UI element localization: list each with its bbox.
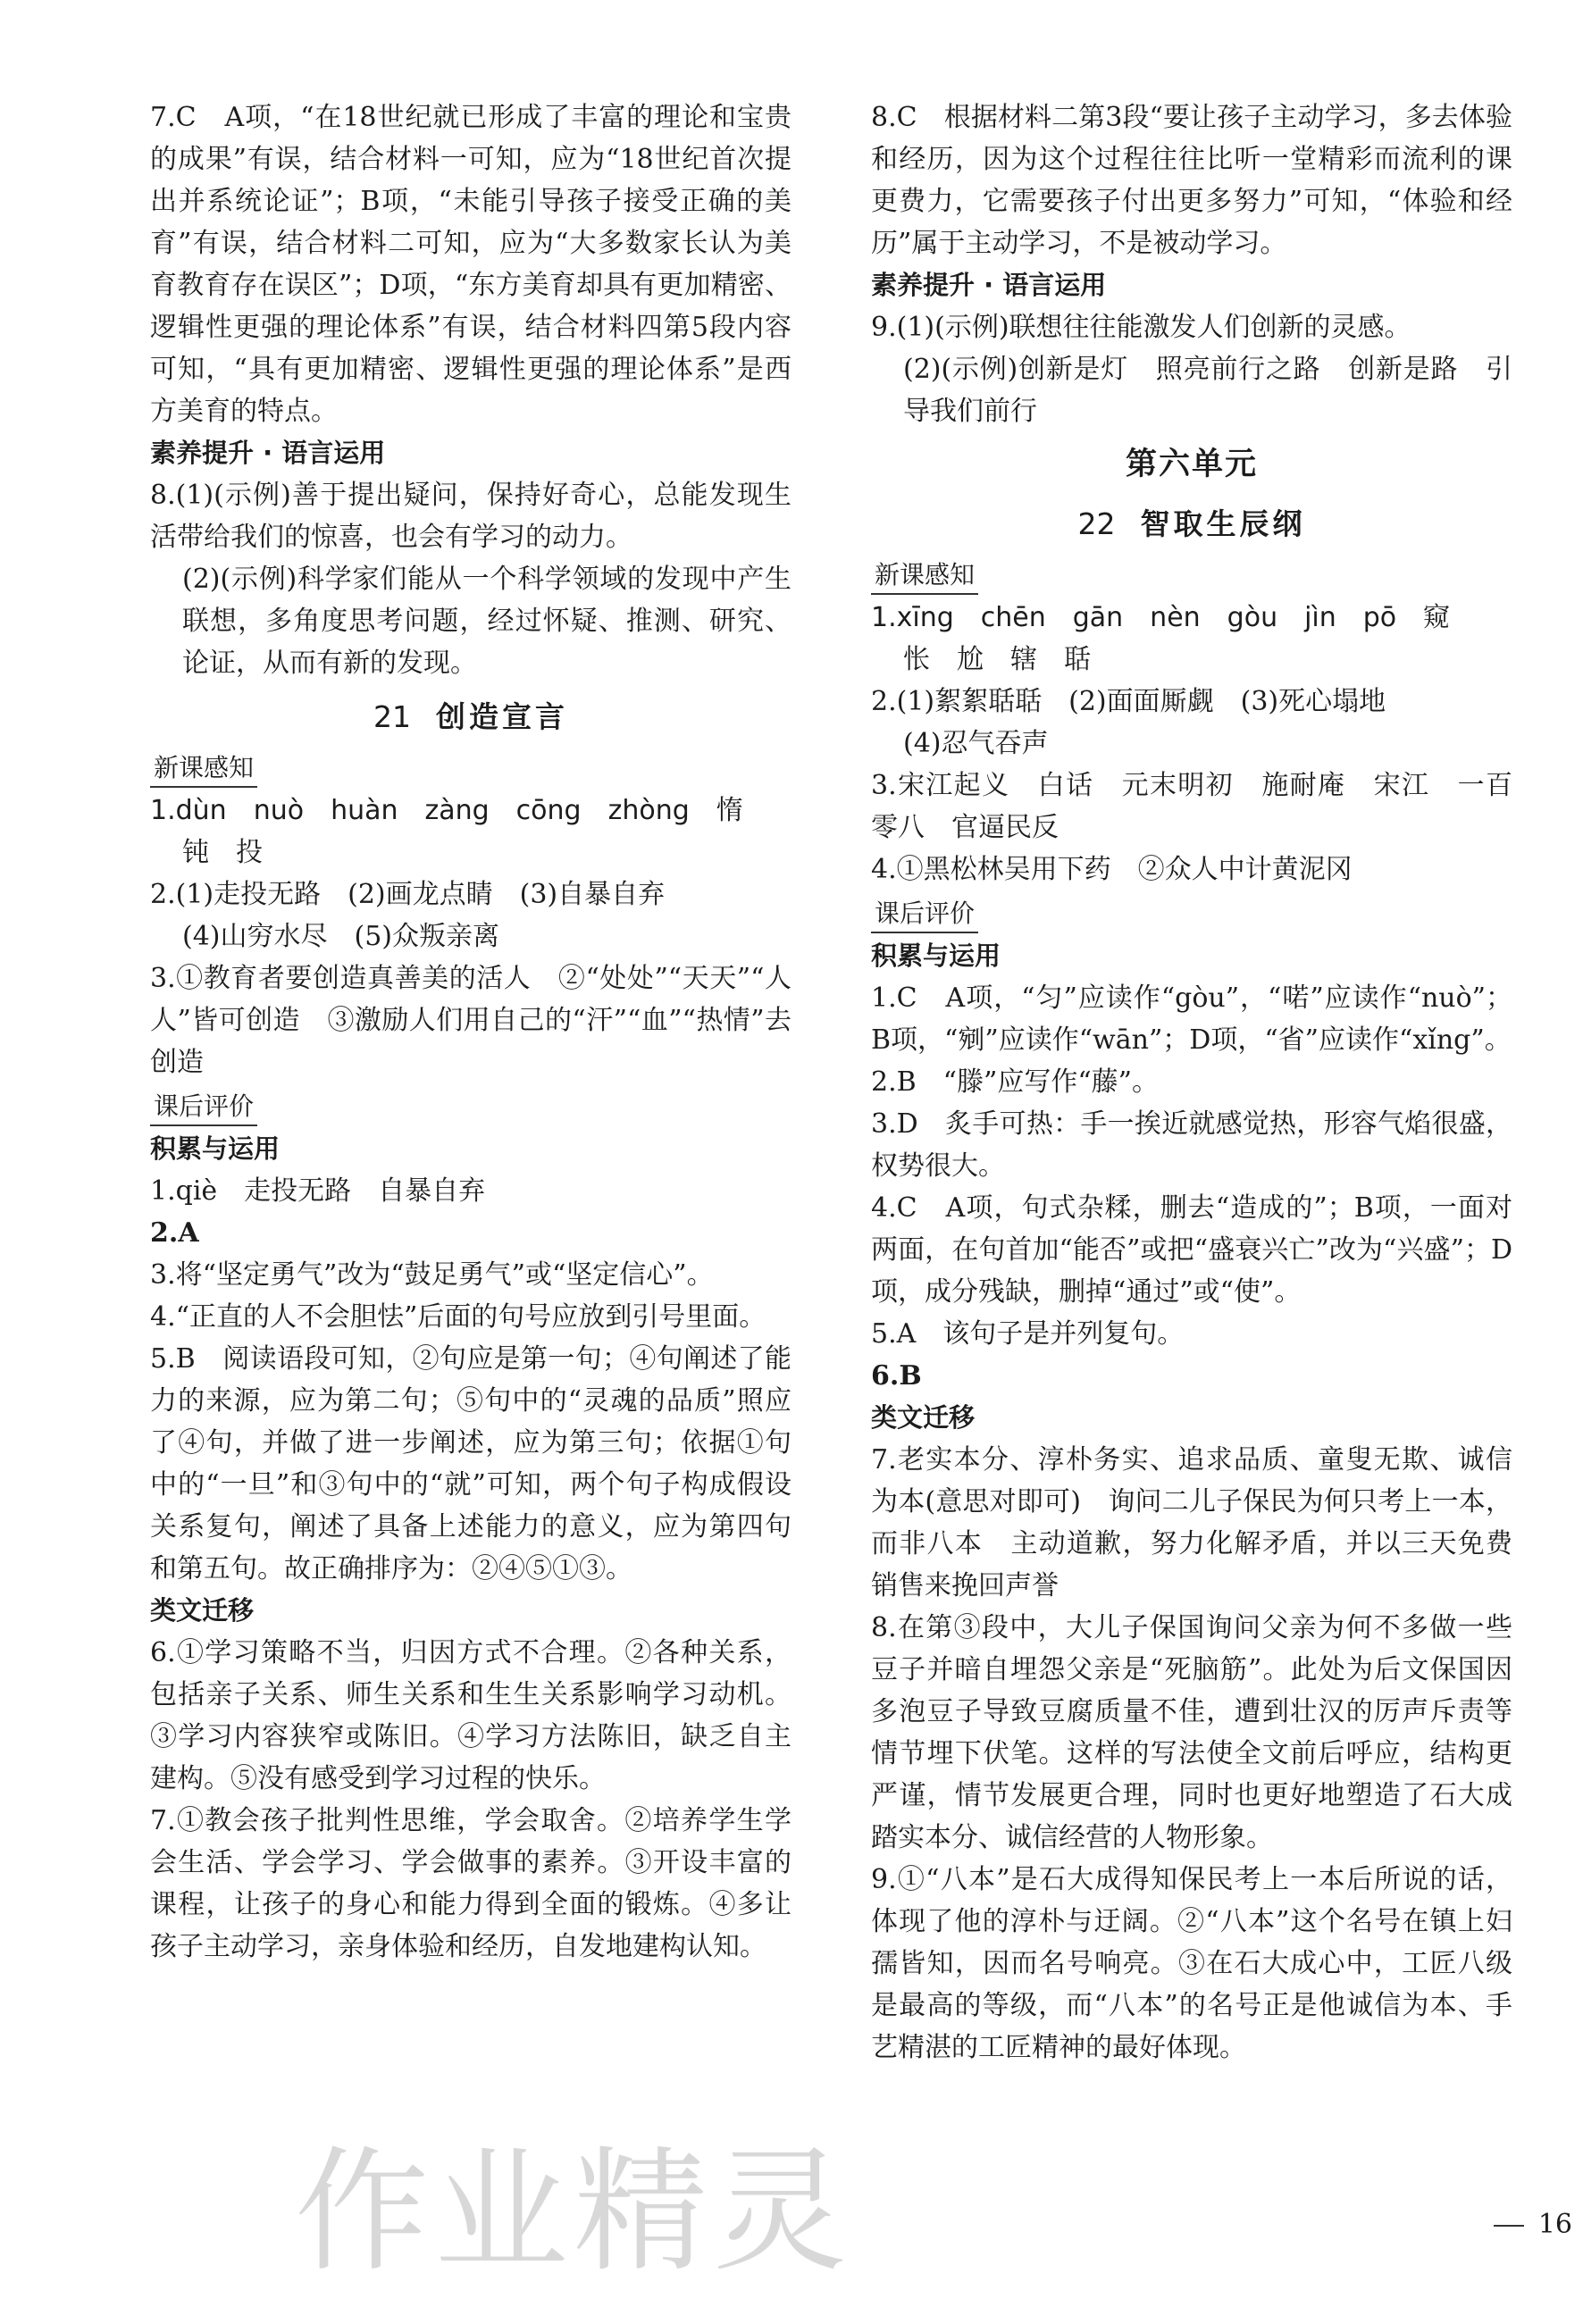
watermark-logo: 作业精灵 [295, 2135, 853, 2290]
l22-new-q3: 3.宋江起义 白话 元末明初 施耐庵 宋江 一百零八 官逼民反 [871, 770, 1512, 843]
l21-new-q1: 1.dùn nuò huàn zàng cōng zhòng 惰 [150, 795, 743, 826]
tag-new-lesson: 新课感知 [871, 557, 978, 595]
l21-accum-q3: 3.将“坚定勇气”改为“鼓足勇气”或“坚定信心”。 [150, 1259, 714, 1291]
answer-q9-part1: 9.(1)(示例)联想往往能激发人们创新的灵感。 [871, 312, 1411, 343]
l21-accum-q2: 2.A [150, 1217, 199, 1249]
l21-accum-q4: 4.“正直的人不会胆怯”后面的句号应放到引号里面。 [150, 1301, 766, 1333]
tag-after-class: 课后评价 [871, 896, 978, 933]
l22-transfer-q9: 9.①“八本”是石大成得知保民考上一本后所说的话，体现了他的淳朴与迂阔。②“八本”这个名号在镇上妇孺皆知，因而名号响亮。③在石大成心中，工匠八级是最高的等级，而“八本”的名号正是他诚信为本、手艺精湛的工匠精神的最好体现。 [871, 1864, 1512, 2063]
l21-transfer-q6: 6.①学习策略不当，归因方式不合理。②各种关系，包括亲子关系、师生关系和生生关系影响学习动机。③学习内容狭窄或陈旧。④学习方法陈旧，缺乏自主建构。⑤没有感受到学习过程的快乐。 [150, 1637, 792, 1794]
l22-accum-q3: 3.D 炙手可热：手一挨近就感觉热，形容气焰很盛，权势很大。 [871, 1108, 1512, 1182]
l21-new-q2a: 2.(1)走投无路 (2)画龙点睛 (3)自暴自弃 [150, 879, 666, 910]
lesson-21-number: 21 [373, 699, 411, 734]
answer-q8-part1: 8.(1)(示例)善于提出疑问，保持好奇心，总能发现生活带给我们的惊喜，也会有学习的动力。 [150, 480, 792, 553]
page-number-value: 16 [1537, 2209, 1572, 2240]
answer-unit5-q7: 7.C A项，“在18世纪就已形成了丰富的理论和宝贵的成果”有误，结合材料一可知，应为“18世纪首次提出并系统论证”；B项，“未能引导孩子接受正确的美育”有误，结合材料二可知，应为“大多数家长认为美育教育存在误区”；D项，“东方美育却具有更加精密、逻辑性更强的理论体系”有误，结合材料四第5段内容可知，“具有更加精密、逻辑性更强的理论体系”是西方美育的特点。 [150, 102, 792, 427]
section-literacy-heading: 素养提升 · 语言运用 [871, 270, 1107, 300]
left-column [150, 96, 792, 1968]
l21-transfer-q7: 7.①教会孩子批判性思维，学会取舍。②培养学生学会生活、学会学习、学会做事的素养。③开设丰富的课程，让孩子的身心和能力得到全面的锻炼。④多让孩子主动学习，亲身体验和经历，自发地建构认知。 [150, 1805, 792, 1962]
section-literacy-heading: 素养提升 · 语言运用 [150, 438, 386, 468]
section-accumulation-heading: 积累与运用 [150, 1133, 281, 1164]
tag-new-lesson: 新课感知 [150, 750, 257, 788]
l22-new-q4: 4.①黑松林吴用下药 ②众人中计黄泥冈 [871, 854, 1353, 885]
unit-6-title: 第六单元 [1125, 447, 1258, 482]
lesson-22-number: 22 [1077, 506, 1116, 541]
section-accumulation-heading: 积累与运用 [871, 940, 1001, 971]
l22-accum-q5: 5.A 该句子是并列复句。 [871, 1318, 1185, 1350]
l22-accum-q6: 6.B [871, 1360, 922, 1392]
l22-new-q2b: (4)忍气吞声 [903, 728, 1049, 759]
right-column [871, 96, 1512, 2069]
lesson-21-name: 创造宣言 [436, 699, 568, 734]
l21-new-q2b: (4)山穷水尽 (5)众叛亲离 [182, 921, 499, 952]
l21-accum-q1: 1.qiè 走投无路 自暴自弃 [150, 1175, 486, 1207]
l22-accum-q2: 2.B “滕”应写作“藤”。 [871, 1066, 1160, 1098]
l22-accum-q1: 1.C A项，“匀”应读作“gòu”，“喏”应读作“nuò”；B项，“剜”应读作“wān”；D项，“省”应读作“xǐng”。 [871, 982, 1512, 1056]
answer-unit5-q8: 8.C 根据材料二第3段“要让孩子主动学习，多去体验和经历，因为这个过程往往比听一堂精彩而流利的课更费力，它需要孩子付出更多努力”可知，“体验和经历”属于主动学习，不是被动学习。 [871, 102, 1512, 259]
tag-after-class: 课后评价 [150, 1089, 257, 1126]
l22-transfer-q7: 7.老实本分、淳朴务实、追求品质、童叟无欺、诚信为本(意思对即可) 询问二儿子保民为何只考上一本，而非八本 主动道歉，努力化解矛盾，并以三天免费销售来挽回声誉 [871, 1444, 1512, 1601]
page-number-dash [1494, 2225, 1524, 2227]
l22-accum-q4: 4.C A项，句式杂糅，删去“造成的”；B项，一面对两面，在句首加“能否”或把“盛衰兴亡”改为“兴盛”；D项，成分残缺，删掉“通过”或“使”。 [871, 1192, 1512, 1308]
answer-q9-part2: (2)(示例)创新是灯 照亮前行之路 创新是路 引导我们前行 [903, 354, 1512, 427]
l21-new-q1-cont: 钝 投 [182, 837, 263, 868]
l22-new-q2a: 2.(1)絮絮聒聒 (2)面面厮觑 (3)死心塌地 [871, 686, 1386, 717]
lesson-21-title [150, 691, 792, 743]
l21-accum-q5: 5.B 阅读语段可知，②句应是第一句；④句阐述了能力的来源，应为第二句；⑤句中的“灵魂的品质”照应了④句，并做了进一步阐述，应为第三句；依据①句中的“一旦”和③句中的“就”可知，两个句子构成假设关系复句，阐述了具备上述能力的意义，应为第四句和第五句。故正确排序为：②④⑤①③。 [150, 1343, 792, 1584]
l22-transfer-q8: 8.在第③段中，大儿子保国询问父亲为何不多做一些豆子并暗自埋怨父亲是“死脑筋”。此处为后文保国因多泡豆子导致豆腐质量不佳，遭到壮汉的厉声斥责等情节埋下伏笔。这样的写法使全文前后呼应，结构更严谨，情节发展更合理，同时也更好地塑造了石大成踏实本分、诚信经营的人物形象。 [871, 1612, 1512, 1853]
page-number [1494, 2209, 1572, 2240]
l21-new-q3: 3.①教育者要创造真善美的活人 ②“处处”“天天”“人人”皆可创造 ③激励人们用自己的“汗”“血”“热情”去创造 [150, 963, 792, 1078]
section-transfer-heading: 类文迁移 [150, 1595, 255, 1626]
l22-new-q1: 1.xīng chēn gān nèn gòu jìn pō 窥 [871, 602, 1451, 633]
lesson-22-title [871, 498, 1512, 550]
answer-q8-part2: (2)(示例)科学家们能从一个科学领域的发现中产生联想，多角度思考问题，经过怀疑、推测、研究、论证，从而有新的发现。 [182, 564, 792, 679]
lesson-22-name: 智取生辰纲 [1140, 506, 1306, 541]
section-transfer-heading: 类文迁移 [871, 1402, 976, 1433]
l22-new-q1-cont: 怅 尬 辖 聒 [903, 644, 1091, 675]
